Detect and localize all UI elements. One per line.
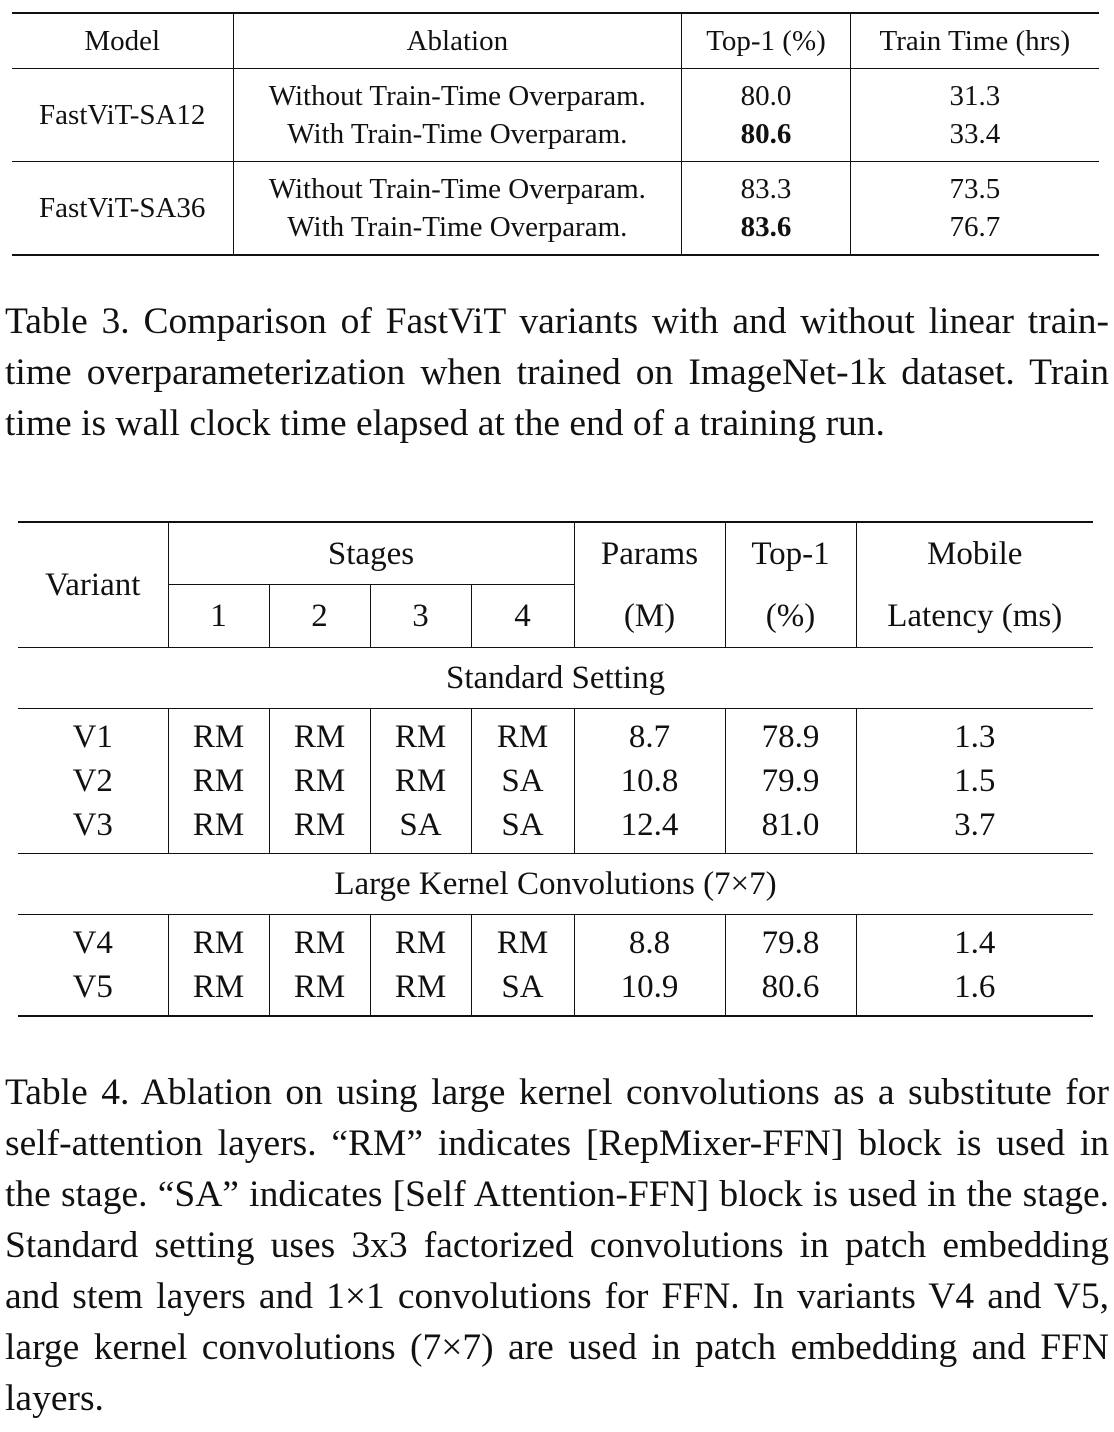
header-params: Params	[574, 522, 725, 585]
ablation-cell: With Train-Time Overparam.	[287, 118, 628, 150]
params-cell: 8.8	[628, 925, 671, 961]
table-3-group-sa36	[12, 162, 1099, 256]
stage-cell: RM	[293, 807, 346, 843]
section-row-standard	[18, 648, 1093, 709]
top1-cell: 81.0	[761, 807, 820, 843]
variant-cell: V2	[72, 763, 113, 799]
header-stage-4: 4	[471, 585, 574, 648]
model-name: FastViT-SA12	[39, 99, 206, 131]
top1-cell-best: 80.6	[740, 118, 792, 150]
train-time-cell: 31.3	[949, 80, 1001, 112]
table-4-header-row-1	[18, 522, 1093, 585]
params-cell: 10.9	[620, 969, 679, 1005]
table-4	[18, 521, 1093, 1017]
header-train-time: Train Time (hrs)	[850, 13, 1099, 69]
header-top1: Top-1 (%)	[682, 13, 851, 69]
stage-cell: RM	[293, 969, 346, 1005]
section-row-large-kernel	[18, 854, 1093, 915]
stage-cell: SA	[501, 763, 544, 799]
stage-cell: RM	[192, 807, 245, 843]
section-rows-standard	[18, 709, 1093, 854]
latency-cell: 1.3	[954, 719, 996, 755]
header-params-unit: (M)	[574, 585, 725, 648]
stage-cell: RM	[394, 719, 447, 755]
table-3	[12, 12, 1099, 256]
header-stage-3: 3	[370, 585, 471, 648]
top1-cell-best: 83.6	[740, 211, 792, 243]
header-top1: Top-1	[725, 522, 856, 585]
stage-cell: RM	[293, 925, 346, 961]
table-3-group-sa12	[12, 69, 1099, 162]
variant-cell: V4	[72, 925, 113, 961]
variant-cell: V3	[72, 807, 113, 843]
header-stages: Stages	[169, 524, 574, 585]
stage-cell: RM	[496, 719, 549, 755]
stage-cell: RM	[293, 763, 346, 799]
ablation-cell: Without Train-Time Overparam.	[268, 80, 646, 112]
table-4-caption: Table 4. Ablation on using large kernel convolutions as a substitute for self-attention layers. “RM” indicates [RepMixer-FFN] block is used in the stage. “SA” indicates [Self Attention-FFN] block is used in the stage. Standard setting uses 3x3 factorized convolutions in patch embedding and stem layers and 1×1 convolutions for FFN. In variants V4 and V5, large kernel convolutions (7×7) are used in patch embedding and FFN layers.	[5, 1072, 1109, 1419]
stage-cell: RM	[496, 925, 549, 961]
train-time-cell: 73.5	[949, 173, 1001, 205]
stage-cell: RM	[192, 969, 245, 1005]
top1-cell: 83.3	[740, 173, 792, 205]
table-4-header-row-2	[18, 585, 1093, 648]
ablation-cell: With Train-Time Overparam.	[287, 211, 628, 243]
header-variant: Variant	[45, 566, 141, 603]
top1-cell: 80.6	[761, 969, 820, 1005]
header-stage-2: 2	[269, 585, 370, 648]
header-stage-1: 1	[168, 585, 269, 648]
stage-cell: RM	[394, 763, 447, 799]
stage-cell: RM	[293, 719, 346, 755]
stage-cell: RM	[394, 969, 447, 1005]
section-rows-large-kernel	[18, 915, 1093, 1017]
stage-cell: RM	[394, 925, 447, 961]
header-top1-unit: (%)	[725, 585, 856, 648]
params-cell: 12.4	[620, 807, 679, 843]
stage-cell: SA	[399, 807, 442, 843]
variant-cell: V1	[72, 719, 113, 755]
stage-cell: RM	[192, 719, 245, 755]
variant-cell: V5	[72, 969, 113, 1005]
top1-cell: 79.8	[761, 925, 820, 961]
stage-cell: RM	[192, 763, 245, 799]
top1-cell: 80.0	[740, 80, 792, 112]
latency-cell: 3.7	[954, 807, 996, 843]
section-title: Large Kernel Convolutions (7×7)	[18, 854, 1093, 915]
params-cell: 10.8	[620, 763, 679, 799]
latency-cell: 1.4	[954, 925, 996, 961]
table-3-header-row	[12, 13, 1099, 69]
header-model: Model	[84, 25, 161, 57]
train-time-cell: 76.7	[949, 211, 1001, 243]
top1-cell: 79.9	[761, 763, 820, 799]
stage-cell: RM	[192, 925, 245, 961]
latency-cell: 1.5	[954, 763, 996, 799]
params-cell: 8.7	[628, 719, 671, 755]
header-mobile: Mobile	[856, 522, 1093, 585]
header-mobile-latency: Latency (ms)	[856, 585, 1093, 648]
ablation-cell: Without Train-Time Overparam.	[268, 173, 646, 205]
table-3-caption: Table 3. Comparison of FastViT variants with and without linear train-time overparameterization when trained on ImageNet-1k dataset. Train time is wall clock time elapsed at the end of a training run.	[5, 301, 1109, 444]
header-ablation: Ablation	[233, 13, 682, 69]
top1-cell: 78.9	[761, 719, 820, 755]
stage-cell: SA	[501, 969, 544, 1005]
section-title: Standard Setting	[18, 648, 1093, 709]
latency-cell: 1.6	[954, 969, 996, 1005]
model-name: FastViT-SA36	[39, 192, 206, 224]
train-time-cell: 33.4	[949, 118, 1001, 150]
stage-cell: SA	[501, 807, 544, 843]
